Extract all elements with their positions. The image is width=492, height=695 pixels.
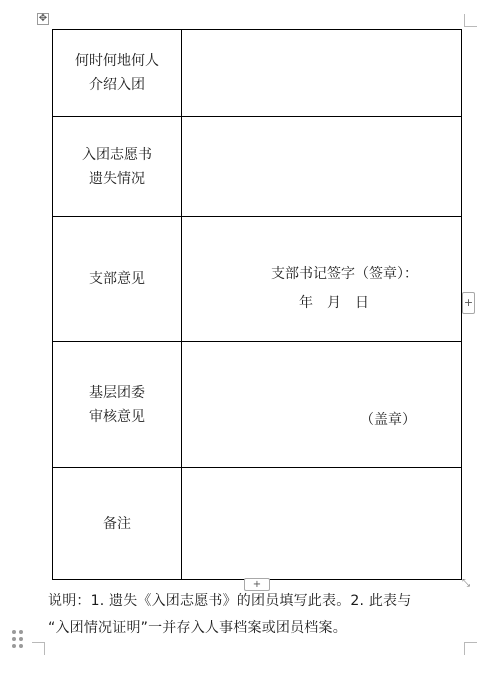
row-label-line: 遗失情况 [89,170,145,187]
row-label-line: 入团志愿书 [82,146,152,163]
explanation-note [48,588,468,642]
row-input-cell[interactable] [182,217,462,342]
row-label-cell[interactable] [53,342,182,468]
paragraph-drag-handle[interactable] [10,628,26,648]
row-label-cell[interactable] [53,30,182,117]
page-corner-mark-top-right [464,14,477,27]
table-row [53,30,462,117]
row-input-cell[interactable] [182,342,462,468]
row-label-line: 基层团委 [89,384,145,401]
signature-label: 支部书记签字（签章）： [271,266,418,282]
form-table [52,29,462,580]
table-row [53,342,462,468]
row-input-cell[interactable] [182,117,462,217]
row-label-line: 介绍入团 [89,77,145,93]
page-corner-mark-bottom-right [464,642,477,655]
table-row [53,217,462,342]
move-icon: ✥ [38,13,48,24]
page-corner-mark-bottom-left [32,642,45,655]
row-label-line: 支部意见 [89,271,145,287]
drag-dot [12,644,16,648]
row-label-cell[interactable] [53,468,182,580]
drag-dot [19,637,23,641]
plus-icon: + [463,296,474,309]
resize-icon: ⤡ [462,578,470,589]
row-label-line: 审核意见 [89,408,145,425]
note-line: 说明：1. 遗失《入团志愿书》的团员填写此表。2. 此表与 [48,593,412,609]
plus-icon: + [252,579,262,590]
note-line: “入团情况证明”一并存入人事档案或团员档案。 [48,620,347,636]
drag-dot [12,630,16,634]
row-label-line: 何时何地何人 [75,53,159,69]
drag-dot [12,637,16,641]
table-row [53,117,462,217]
row-label-cell[interactable] [53,117,182,217]
add-row-button[interactable] [462,292,475,314]
table-row [53,468,462,580]
row-label-cell[interactable] [53,217,182,342]
row-input-cell[interactable] [182,468,462,580]
drag-dot [19,630,23,634]
row-input-cell[interactable] [182,30,462,117]
row-label-line: 备注 [103,515,131,532]
table-move-handle[interactable] [37,13,49,25]
seal-label: （盖章） [360,412,416,428]
date-label: 年 月 日 [299,295,369,311]
drag-dot [19,644,23,648]
